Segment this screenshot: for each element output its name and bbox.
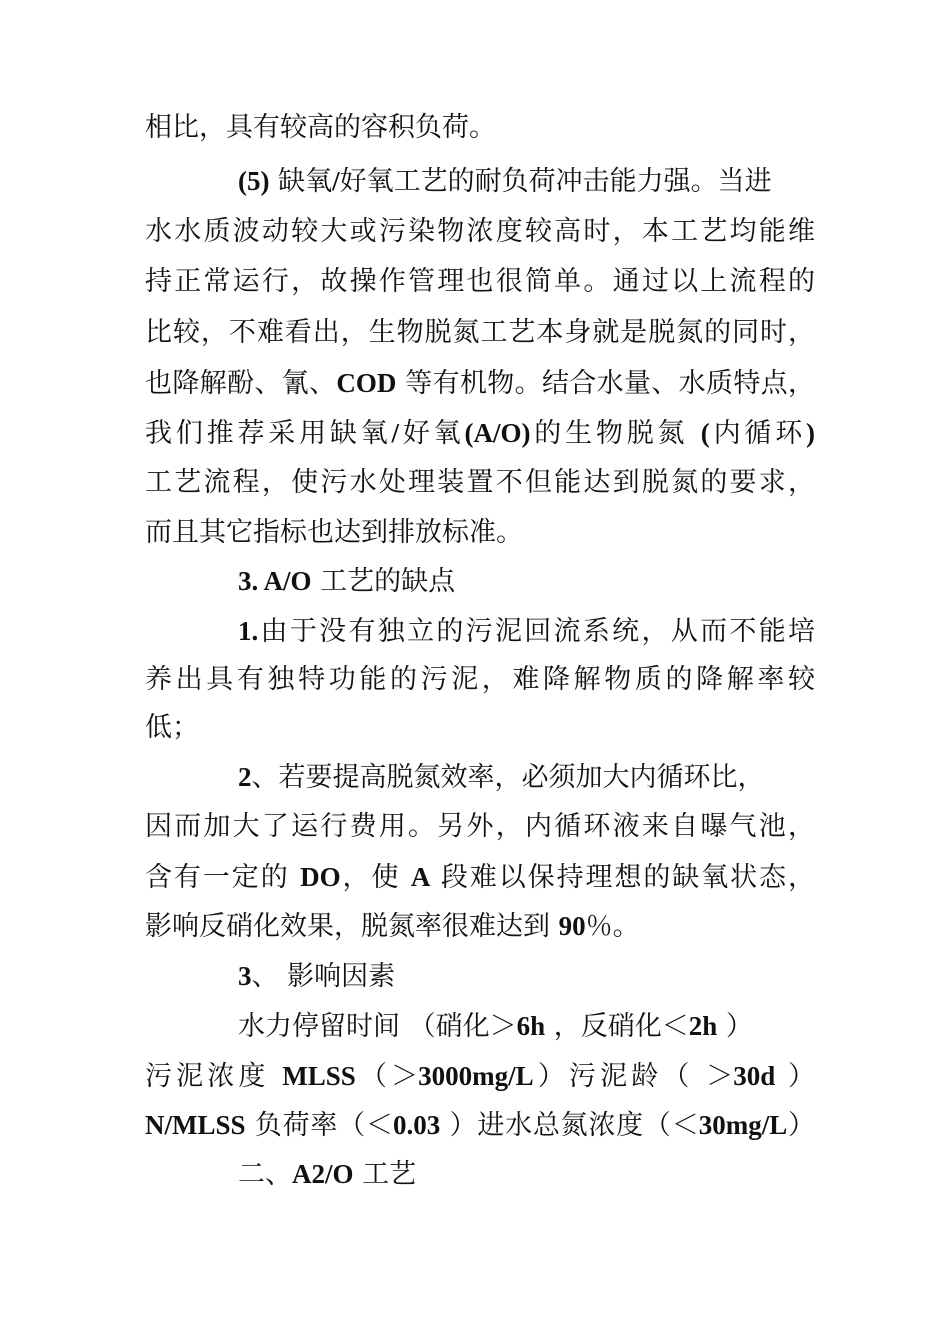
section-heading-a2o-process	[238, 1150, 815, 1198]
text-run: ）进水总氮浓度（＜	[440, 1110, 699, 1141]
text-run: 缺氧	[269, 166, 333, 197]
text-run: ）	[717, 1011, 753, 1042]
section-heading-ao-drawbacks	[238, 557, 815, 605]
text-run: 因而加大了运行费用。另外，内循环液来自曝气池，	[145, 811, 815, 842]
section-heading-influencing-factors	[238, 952, 815, 1000]
text-run-bold: DO	[300, 862, 341, 892]
text-run-bold: 90	[558, 911, 586, 941]
text-run-bold: 2	[238, 762, 252, 792]
text-run-bold: 2h	[688, 1011, 718, 1041]
text-line-4	[145, 258, 815, 306]
text-run: 好氧	[399, 418, 465, 449]
text-run: 相比，具有较高的容积负荷。	[145, 112, 496, 143]
text-run-bold: 3000mg/L	[418, 1061, 534, 1091]
text-run: 水力停留时间 （硝化＞	[238, 1011, 517, 1042]
text-run-bold: 1.	[238, 616, 259, 646]
text-run: 由于没有独立的污泥回流系统，从而不能培	[258, 616, 815, 647]
text-run: ）污泥龄（ ＞	[533, 1061, 734, 1092]
text-run: 等有机物。结合水量、水质特点，	[396, 368, 815, 399]
text-run-bold: (A/O)	[464, 418, 531, 448]
text-line-20	[145, 1052, 815, 1100]
text-run-bold: 0.03	[392, 1110, 441, 1140]
text-run-bold: /	[332, 166, 340, 196]
text-run-bold: 30mg/L	[698, 1110, 788, 1140]
text-run: ，反硝化＜	[545, 1011, 689, 1042]
text-run: 我们推荐采用缺氧	[145, 418, 392, 449]
text-run-bold: )	[806, 418, 816, 448]
text-line-13	[145, 704, 815, 752]
text-line-19	[238, 1002, 815, 1050]
text-run-bold: COD	[336, 368, 397, 398]
text-line-16	[145, 853, 815, 901]
text-run: 影响反硝化效果，脱氮率很难达到	[145, 911, 559, 942]
text-run-bold: (5)	[238, 166, 270, 196]
text-run: ，使	[340, 862, 411, 893]
text-line-14	[238, 753, 815, 801]
text-run-bold: N/MLSS	[145, 1110, 246, 1140]
text-run: 工艺流程，使污水处理装置不但能达到脱氮的要求，	[145, 467, 815, 498]
text-run: ％。	[585, 911, 640, 942]
text-run: 好氧工艺的耐负荷冲击能力强。当进	[339, 166, 772, 197]
text-line-11	[238, 607, 815, 655]
text-run: 而且其它指标也达到排放标准。	[145, 517, 523, 548]
text-run: 也降解酚、氰、	[145, 368, 337, 399]
text-run: 负荷率（＜	[245, 1110, 393, 1141]
text-line-6	[145, 359, 815, 407]
text-line-7	[145, 409, 815, 457]
text-line-12	[145, 656, 815, 704]
text-run-bold: 6h	[516, 1011, 546, 1041]
text-run: 、若要提高脱氮效率，必须加大内循环比，	[251, 762, 765, 793]
text-run-bold: MLSS	[282, 1061, 356, 1091]
text-run: 的生物脱氮	[530, 418, 701, 449]
text-run: 持正常运行，故操作管理也很简单。通过以上流程的	[145, 266, 815, 297]
text-run: 二、	[238, 1159, 292, 1190]
text-run-bold: 3. A/O	[238, 566, 312, 596]
text-run: 工艺	[353, 1159, 417, 1190]
text-run: 水水质波动较大或污染物浓度较高时，本工艺均能维	[145, 216, 815, 247]
text-run: 含有一定的	[145, 862, 301, 893]
text-run: （＞	[355, 1061, 419, 1092]
text-run: ）	[775, 1061, 815, 1092]
text-run: 养出具有独特功能的污泥，难降解物质的降解率较	[145, 664, 815, 695]
text-run: 污泥浓度	[145, 1061, 283, 1092]
text-line-5	[145, 309, 815, 357]
text-line-2	[238, 157, 815, 205]
text-run: 工艺的缺点	[311, 566, 456, 597]
text-line-17	[145, 902, 815, 950]
text-line-8	[145, 459, 815, 507]
text-line-15	[145, 803, 815, 851]
text-run: 段难以保持理想的缺氧状态，	[430, 862, 815, 893]
text-run-bold: A2/O	[292, 1159, 354, 1189]
text-run-bold: /	[391, 418, 400, 448]
text-run-bold: (	[700, 418, 710, 448]
text-line-21	[145, 1101, 815, 1149]
text-run: 低；	[145, 712, 199, 743]
text-run: ）	[787, 1110, 815, 1141]
text-run-bold: 30d	[733, 1061, 776, 1091]
text-run: 比较，不难看出，生物脱氮工艺本身就是脱氮的同时，	[145, 317, 815, 348]
text-run: 内循环	[709, 418, 807, 449]
text-line-1	[145, 104, 815, 152]
text-run: 、 影响因素	[251, 961, 396, 992]
text-line-3	[145, 208, 815, 256]
text-run-bold: A	[410, 862, 431, 892]
text-line-9	[145, 509, 815, 557]
text-run-bold: 3	[238, 961, 252, 991]
